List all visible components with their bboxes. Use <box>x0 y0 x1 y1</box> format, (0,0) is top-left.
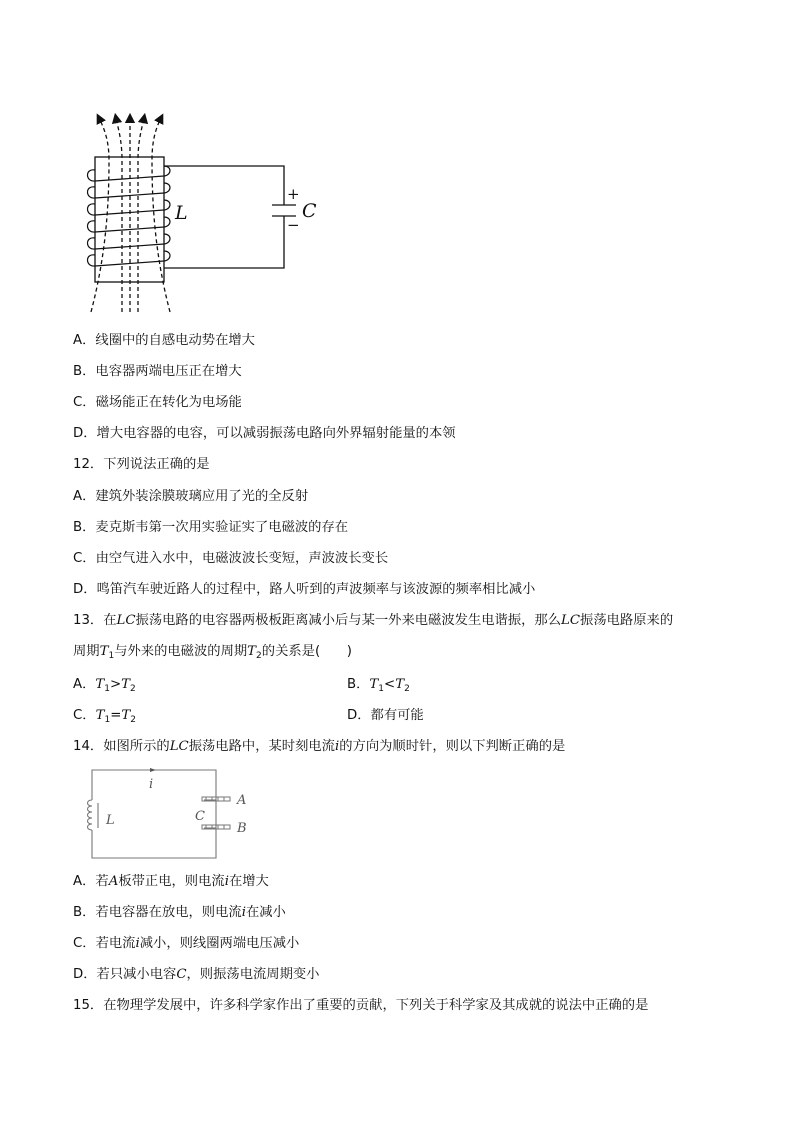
q11-option-a: A．线圈中的自感电动势在增大 <box>73 333 255 348</box>
q14-option-b: B．若电容器在放电，则电流i在减小 <box>73 905 286 920</box>
minus-sign: − <box>287 216 300 234</box>
q13-option-a: A．$T_1>T_2$ <box>73 677 136 694</box>
q13-option-c: C．$T_1=T_2$ <box>73 708 136 725</box>
field-line-right <box>152 118 170 312</box>
q15-stem: 15．在物理学发展中，许多科学家作出了重要的贡献，下列关于科学家及其成就的说法中正确的是 <box>73 998 649 1013</box>
q13-stem-line1: 13．在LC振荡电路的电容器两极板距离减小后与某一外来电磁波发生电谐振，那么LC振荡电路原来的 <box>73 613 674 628</box>
q11-option-c: C．磁场能正在转化为电场能 <box>73 395 242 410</box>
q13-stem-line2: 周期$T_1$与外来的电磁波的周期$T_2$的关系是( ) <box>73 644 352 661</box>
capacitor-label-2: C <box>195 809 205 824</box>
plate-b-label: B <box>237 821 247 836</box>
inductor-label: L <box>175 202 188 224</box>
field-line-inner-right <box>138 118 144 312</box>
q13-option-b: B．$T_1<T_2$ <box>347 677 410 694</box>
q14-option-c: C．若电流i减小，则线圈两端电压减小 <box>73 936 300 951</box>
lc-circuit-figure <box>82 764 247 864</box>
q13-option-d: D．都有可能 <box>347 708 424 723</box>
q12-option-c: C．由空气进入水中，电磁波波长变短，声波波长变长 <box>73 551 389 566</box>
q12-option-b: B．麦克斯韦第一次用实验证实了电磁波的存在 <box>73 520 349 535</box>
current-arrow-icon <box>150 768 156 772</box>
inductor-label-2: L <box>106 813 115 828</box>
q11-option-b: B．电容器两端电压正在增大 <box>73 364 242 379</box>
plate-a-label: A <box>237 793 247 808</box>
q12-option-a: A．建筑外装涂膜玻璃应用了光的全反射 <box>73 489 309 504</box>
current-label: i <box>149 777 154 792</box>
q14-option-d: D．若只减小电容C，则振荡电流周期变小 <box>73 967 320 982</box>
field-line-inner-left <box>116 118 122 312</box>
lc-coil-figure <box>80 110 330 315</box>
capacitor-label: C <box>302 200 317 222</box>
q11-option-d: D．增大电容器的电容，可以减弱振荡电路向外界辐射能量的本领 <box>73 426 456 441</box>
plus-sign: + <box>287 185 300 203</box>
q12-stem: 12．下列说法正确的是 <box>73 457 210 472</box>
q12-option-d: D．鸣笛汽车驶近路人的过程中，路人听到的声波频率与该波源的频率相比减小 <box>73 582 536 597</box>
q14-option-a: A．若A板带正电，则电流i在增大 <box>73 874 269 889</box>
q14-stem: 14．如图所示的LC振荡电路中，某时刻电流i的方向为顺时针，则以下判断正确的是 <box>73 739 566 754</box>
